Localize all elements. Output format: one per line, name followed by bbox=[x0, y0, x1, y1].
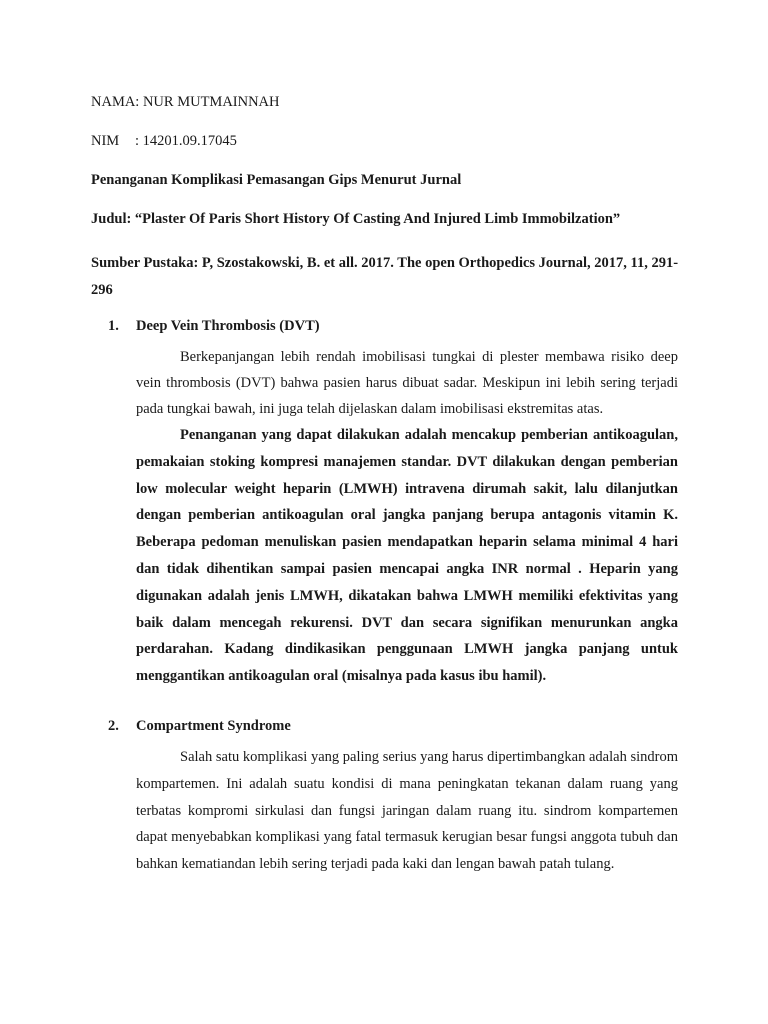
section-1-paragraph-1 bbox=[136, 344, 678, 422]
section-1-paragraph-2 bbox=[136, 422, 678, 690]
journal-title: Judul: “Plaster Of Paris Short History Of Casting And Injured Limb Immobilzation” bbox=[91, 211, 621, 227]
section-1-number: 1. bbox=[108, 318, 119, 334]
section-2-number: 2. bbox=[108, 718, 119, 734]
section-1-paragraph-1-text: Berkepanjangan lebih rendah imobilisasi tungkai di plester membawa risiko deep vein thrombosis (DVT) bahwa pasien harus dibuat sadar. Meskipun ini lebih sering terjadi pada tungkai bawah, ini juga telah dijelaskan dalam imobilisasi ekstremitas atas. bbox=[136, 349, 678, 417]
section-1-title bbox=[108, 318, 320, 335]
student-name-line: NAMA: NUR MUTMAINNAH bbox=[91, 94, 280, 110]
student-nim-line bbox=[91, 133, 237, 150]
section-2-title bbox=[108, 718, 291, 735]
section-2-paragraph-1 bbox=[136, 744, 678, 878]
section-1-paragraph-2-text: Penanganan yang dapat dilakukan adalah mencakup pemberian antikoagulan, pemakaian stoking kompresi manajemen standar. DVT dilakukan dengan pemberian low molecular weight heparin (LMWH) intravena dirumah sakit, lalu dilanjutkan dengan pemberian antikoagulan oral jangka panjang berupa antagonis vitamin K. Beberapa pedoman menuliskan pasien mendapatkan heparin selama minimal 4 hari dan tidak dihentikan sampai pasien mencapai angka INR normal . Heparin yang digunakan adalah jenis LMWH, dikatakan bahwa LMWH memiliki efektivitas yang baik dalam mencegah rekurensi. DVT dan secara signifikan menurunkan angka perdarahan. Kadang dindikasikan penggunaan LMWH jangka panjang untuk menggantikan antikoagulan oral (misalnya pada kasus ibu hamil). bbox=[136, 427, 678, 685]
nim-value: : 14201.09.17045 bbox=[135, 133, 237, 149]
section-1-title-text: Deep Vein Thrombosis (DVT) bbox=[136, 318, 320, 334]
topic-heading: Penanganan Komplikasi Pemasangan Gips Menurut Jurnal bbox=[91, 172, 462, 188]
nim-label: NIM bbox=[91, 133, 120, 149]
reference-source: Sumber Pustaka: P, Szostakowski, B. et all. 2017. The open Orthopedics Journal, 2017, 11, 291-296 bbox=[91, 255, 679, 298]
section-2-title-text: Compartment Syndrome bbox=[136, 718, 291, 734]
section-2-paragraph-1-text: Salah satu komplikasi yang paling serius yang harus dipertimbangkan adalah sindrom kompartemen. Ini adalah suatu kondisi di mana peningkatan tekanan dalam ruang yang terbatas kompromi sirkulasi dan fungsi jaringan dalam ruang itu. sindrom kompartemen dapat menyebabkan komplikasi yang fatal termasuk kerugian besar fungsi anggota tubuh dan bahkan kematiandan lebih sering terjadi pada kaki dan lengan bawah patah tulang. bbox=[136, 749, 678, 873]
